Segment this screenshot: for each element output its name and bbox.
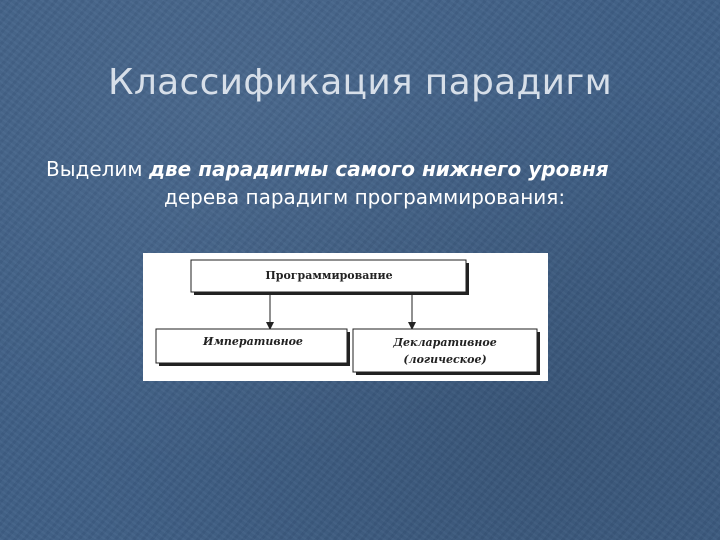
paradigm-diagram (143, 253, 548, 381)
intro-emphasis: две парадигмы самого нижнего уровня (148, 157, 609, 181)
left-label: Императивное (203, 335, 303, 348)
root-label: Программирование (265, 269, 393, 282)
intro-paragraph (46, 155, 686, 211)
right-label-line2: (логическое) (403, 353, 487, 366)
intro-rest: дерева парадигм программирования: (164, 185, 566, 209)
diagram-svg (143, 253, 548, 381)
right-label-line1: Декларативное (393, 336, 497, 349)
slide-title: Классификация парадигм (107, 62, 613, 103)
intro-lead: Выделим (46, 157, 143, 181)
